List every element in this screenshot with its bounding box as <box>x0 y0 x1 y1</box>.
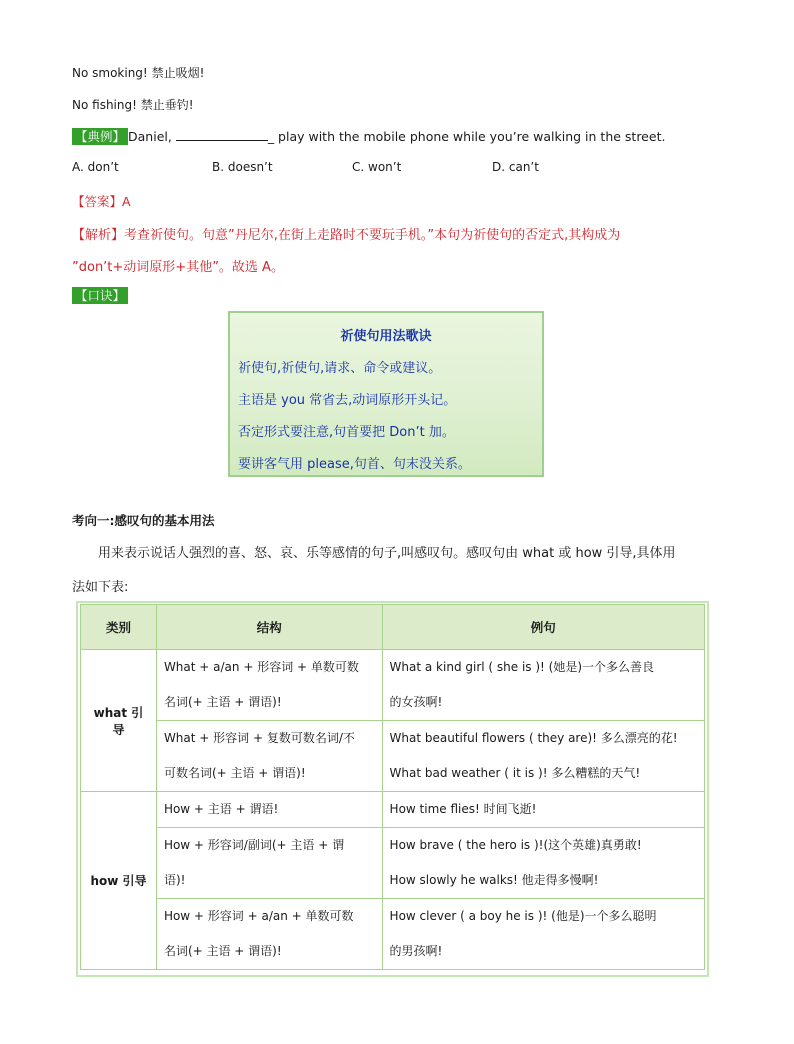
sign-en: No smoking! <box>72 66 148 80</box>
sign-zh: 禁止垂钓! <box>140 98 194 112</box>
example-question <box>72 127 665 145</box>
analysis-tag: 【解析】 <box>72 228 125 243</box>
header-category: 类别 <box>81 605 157 650</box>
section-title: 考向一:感叹句的基本用法 <box>72 513 215 528</box>
exclamation-table <box>80 604 705 970</box>
structure-cell: What + a/an + 形容词 + 单数可数 名词(+ 主语 + 谓语)! <box>156 650 382 721</box>
example-cell: How brave ( the hero is )!(这个英雄)真勇敢! How slowly he walks! 他走得多慢啊! <box>382 828 704 899</box>
table-row <box>81 899 705 970</box>
example-cell: How clever ( a boy he is )! (他是)一个多么聪明 的男孩啊! <box>382 899 704 970</box>
table-header-row <box>81 605 705 650</box>
analysis-line-1 <box>72 224 620 243</box>
section-paragraph-end: 法如下表: <box>72 580 129 595</box>
example-cell: What a kind girl ( she is )! (她是)一个多么善良 的女孩啊! <box>382 650 704 721</box>
mnemonic-tag: 【口诀】 <box>72 287 128 304</box>
mnemonic-line: 要讲客气用 please,句首、句末没关系。 <box>238 457 471 472</box>
answer-value: A <box>122 194 131 209</box>
mnemonic-line: 主语是 you 常省去,动词原形开头记。 <box>238 393 457 408</box>
header-structure: 结构 <box>156 605 382 650</box>
structure-cell: How + 主语 + 谓语! <box>156 792 382 828</box>
category-cell: what 引导 <box>81 650 157 792</box>
answer-tag: 【答案】 <box>72 194 123 209</box>
example-cell: What beautiful flowers ( they are)! 多么漂亮的花! What bad weather ( it is )! 多么糟糕的天气! <box>382 721 704 792</box>
option-a: A. don’t <box>72 160 119 174</box>
sign-no-smoking <box>72 64 204 81</box>
option-d: D. can’t <box>492 160 539 174</box>
analysis-line-2: ”don’t+动词原形+其他”。故选 A。 <box>72 260 284 275</box>
example-tag: 【典例】 <box>72 128 128 145</box>
example-cell: How time flies! 时间飞逝! <box>382 792 704 828</box>
header-example: 例句 <box>382 605 704 650</box>
category-cell: how 引导 <box>81 792 157 970</box>
answer-line <box>72 192 131 210</box>
mnemonic-line: 祈使句,祈使句,请求、命令或建议。 <box>238 361 442 376</box>
table-row <box>81 828 705 899</box>
mnemonic-box <box>228 311 544 477</box>
mnemonic-title: 祈使句用法歌诀 <box>340 329 432 344</box>
example-text-after: _ play with the mobile phone while you’re walking in the street. <box>267 129 666 144</box>
mnemonic-tag-line <box>72 286 128 304</box>
structure-cell: How + 形容词/副词(+ 主语 + 谓 语)! <box>156 828 382 899</box>
sign-en: No fishing! <box>72 98 137 112</box>
section-paragraph: 用来表示说话人强烈的喜、怒、哀、乐等感情的句子,叫感叹句。感叹句由 what 或 how 引导,具体用 <box>98 546 676 561</box>
answer-blank <box>176 129 268 141</box>
mnemonic-line: 否定形式要注意,句首要把 Don’t 加。 <box>238 425 455 440</box>
structure-cell: What + 形容词 + 复数可数名词/不 可数名词(+ 主语 + 谓语)! <box>156 721 382 792</box>
table-row <box>81 721 705 792</box>
table-row <box>81 650 705 721</box>
analysis-text: 考查祈使句。句意”丹尼尔,在街上走路时不要玩手机。”本句为祈使句的否定式,其构成为 <box>124 228 621 243</box>
structure-cell: How + 形容词 + a/an + 单数可数 名词(+ 主语 + 谓语)! <box>156 899 382 970</box>
table-row <box>81 792 705 828</box>
sign-no-fishing <box>72 96 194 113</box>
example-text-before: Daniel, <box>128 129 172 144</box>
sign-zh: 禁止吸烟! <box>151 66 205 80</box>
option-b: B. doesn’t <box>212 160 273 174</box>
option-c: C. won’t <box>352 160 402 174</box>
